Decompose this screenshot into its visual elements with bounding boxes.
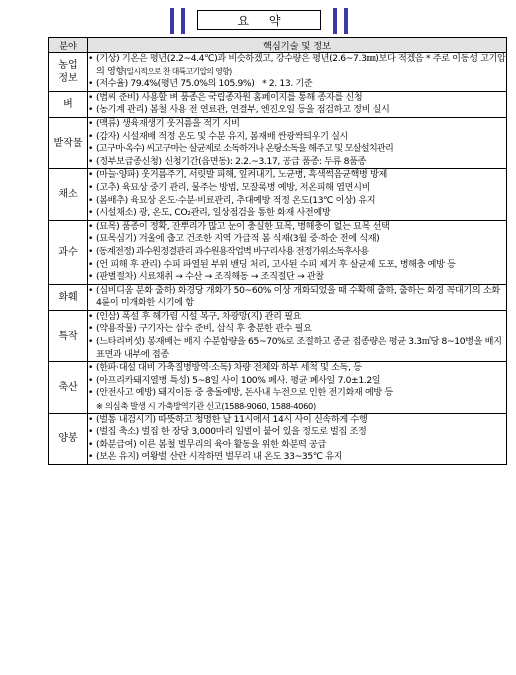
table-row bbox=[49, 310, 507, 361]
bullet-list bbox=[88, 311, 506, 361]
item-text: (정부보급종신청) 신청기간(읍면동): 2.2.~3.17, 공급 품종: 두류 8품종 bbox=[96, 156, 367, 167]
banner-bar-left-2 bbox=[181, 8, 185, 34]
table-row bbox=[49, 284, 507, 310]
list-item bbox=[88, 118, 506, 131]
list-item bbox=[88, 387, 506, 400]
list-item bbox=[88, 78, 506, 91]
item-text: (판별절차) 시료채취 → 수산 → 조직해동 → 조직절단 → 관찰 bbox=[96, 272, 324, 283]
banner-bar-left-1 bbox=[170, 8, 174, 34]
list-item bbox=[88, 233, 506, 246]
list-item bbox=[88, 182, 506, 195]
list-item bbox=[88, 221, 506, 234]
list-item bbox=[88, 323, 506, 336]
list-item bbox=[88, 53, 506, 78]
list-item bbox=[88, 285, 506, 310]
bullet-list bbox=[88, 221, 506, 284]
table-row bbox=[49, 53, 507, 92]
row-content bbox=[88, 91, 507, 117]
item-text: ※ 의심축 발생 시 가축방역기관 신고(1588-9060, 1588-4060) bbox=[96, 401, 316, 412]
item-text: (시설채소) 광, 온도, CO₂관리, 일상점검을 통한 화재 사전예방 bbox=[96, 208, 331, 219]
item-text: (느타리버섯) 봉재배는 배지 수분함량을 65~70%로 조절하고 종균 접종량은 평균 3.3㎡당 8~10병을 배지표면과 내부에 접종 bbox=[96, 337, 502, 360]
bullet-list bbox=[88, 414, 506, 464]
row-category: 과수 bbox=[49, 220, 88, 284]
row-category: 채소 bbox=[49, 169, 88, 220]
list-item bbox=[88, 92, 506, 105]
row-category: 벼 bbox=[49, 91, 88, 117]
list-item bbox=[88, 271, 506, 284]
table-row bbox=[49, 220, 507, 284]
item-text: (고구마·옥수) 씨고구마는 살균제로 소독하거나 온탕소독을 해주고 및 모살설치관리 bbox=[96, 144, 394, 155]
item-text: (벌집 축소) 벌집 한 장당 3,000마리 일벌이 붙어 있을 정도로 벌집 조정 bbox=[96, 427, 367, 438]
list-item bbox=[88, 439, 506, 452]
row-category: 양봉 bbox=[49, 413, 88, 464]
summary-table bbox=[48, 37, 507, 465]
header-category: 분야 bbox=[49, 38, 88, 53]
item-text: (심비디움 분화 출하) 화경당 개화가 50~60% 이상 개화되었을 때 수확해 출하, 출하는 화경 꼭대기의 소화 4륜이 미개화한 시기에 함 bbox=[96, 285, 503, 309]
list-item bbox=[88, 336, 506, 361]
bullet-list bbox=[88, 285, 506, 310]
item-text: (벌통 내검시기) 따뜻하고 청명한 날 11시에서 14시 사이 신속하게 수행 bbox=[96, 414, 368, 425]
item-text: (봄배추) 육묘상 온도·수분·비료관리, 추대예방 적정 온도(13℃ 이상) 유지 bbox=[96, 195, 376, 206]
list-item bbox=[88, 207, 506, 220]
list-item bbox=[88, 156, 506, 169]
table-body bbox=[49, 53, 507, 465]
row-category: 축산 bbox=[49, 362, 88, 413]
item-text: (동계전정) 과수원정결관리 과수원용작업벽 바구리사용 전정가위소독후사용 bbox=[96, 246, 369, 257]
bullet-list bbox=[88, 169, 506, 219]
page-title: 요 약 bbox=[197, 10, 321, 30]
item-text: (안전사고 예방) 돼지이동 중 충돌예방, 돈사내 누전으로 인한 전기화재 예방 등 bbox=[96, 388, 393, 399]
list-item bbox=[88, 131, 506, 144]
row-content bbox=[88, 117, 507, 168]
item-text: (볍씨 준비) 사용할 벼 품종은 국립종자원 홈페이지를 통해 종자를 신청 bbox=[96, 92, 363, 103]
item-text: (저수율) 79.4%(평년 75.0%의 105.9%) * 2. 13. 기준 bbox=[96, 79, 313, 90]
row-content bbox=[88, 310, 507, 361]
row-content bbox=[88, 169, 507, 220]
list-item bbox=[88, 375, 506, 388]
table-row bbox=[49, 117, 507, 168]
item-text: (고추) 육묘상 중기 관리, 물주는 방법, 모잘록병 예방, 저온피해 엽면시비 bbox=[96, 182, 371, 193]
summary-banner bbox=[0, 8, 516, 34]
banner-bar-right-1 bbox=[333, 8, 337, 34]
list-item bbox=[88, 414, 506, 427]
bullet-list bbox=[88, 53, 506, 91]
row-content bbox=[88, 362, 507, 413]
row-category: 농업 정보 bbox=[49, 53, 88, 92]
header-content: 핵심기술 및 정보 bbox=[88, 38, 507, 53]
item-text: (마늘·양파) 웃거름주기, 서릿발 피해, 잎켜내기, 노균병, 흑색썩음균핵병 방제 bbox=[96, 170, 387, 181]
item-text: (묘목) 품종이 정확, 잔뿌리가 많고 눈이 충실한 묘목, 병해충이 없는 묘목 선택 bbox=[96, 221, 390, 232]
list-item bbox=[88, 311, 506, 324]
item-text: (맥류) 생육재생기 웃거름을 적기 시비 bbox=[96, 118, 240, 129]
item-text: (농기계 관리) 봄철 사용 전 연료관, 연결부, 엔진오일 등을 점검하고 정비 실시 bbox=[96, 105, 390, 116]
table-row bbox=[49, 169, 507, 220]
item-text: (아프리카돼지열병 특성) 5~8일 사이 100% 폐사. 평균 폐사일 7.0±1.2일 bbox=[96, 375, 381, 386]
table-row bbox=[49, 91, 507, 117]
item-text: (기상) 기온은 평년(2.2~4.4℃)과 비슷하겠고, 강수량은 평년(2.6~7.3㎜)보다 적겠음 * 주로 이동성 고기압의 영향 bbox=[96, 54, 506, 77]
item-text: (언 피해 후 관리) 수피 파열된 부위 밴딩 처리, 고사된 수피 제거 후 살균제 도포, 병해충 예방 등 bbox=[96, 259, 456, 270]
list-item bbox=[88, 451, 506, 464]
note-item bbox=[88, 400, 506, 413]
row-content bbox=[88, 53, 507, 92]
list-item bbox=[88, 426, 506, 439]
item-text: (화분급여) 이른 봄철 벌무리의 육아 활동을 위한 화분떡 공급 bbox=[96, 439, 326, 450]
item-text: (보온 유지) 여왕벌 산란 시작하면 벌무리 내 온도 33~35℃ 유지 bbox=[96, 452, 343, 463]
list-item bbox=[88, 169, 506, 182]
list-item bbox=[88, 362, 506, 375]
banner-bar-right-2 bbox=[344, 8, 348, 34]
table-row bbox=[49, 362, 507, 413]
bullet-list bbox=[88, 362, 506, 412]
list-item bbox=[88, 143, 506, 156]
item-text: (약용작물) 구기자는 삽수 준비, 삽식 후 충분한 관수 필요 bbox=[96, 324, 312, 335]
row-content bbox=[88, 413, 507, 464]
row-content bbox=[88, 284, 507, 310]
item-text: (묘목심기) 겨울에 춥고 건조한 지역 가급적 봄 식재(3월 중·하순 전에 식재) bbox=[96, 234, 380, 245]
row-category: 특작 bbox=[49, 310, 88, 361]
bullet-list bbox=[88, 118, 506, 168]
list-item bbox=[88, 246, 506, 259]
item-text: (한파·대설 대비 가축질병방역·소독) 차량 전체와 하부 세척 및 소독, 등 bbox=[96, 363, 362, 374]
row-category: 밭작물 bbox=[49, 117, 88, 168]
list-item bbox=[88, 259, 506, 272]
item-small-note: (일시적으로 찬 대륙고기압의 영향) bbox=[123, 66, 232, 76]
row-content bbox=[88, 220, 507, 284]
list-item bbox=[88, 104, 506, 117]
bullet-list bbox=[88, 92, 506, 117]
item-text: (인삼) 폭설 후 해가림 시설 복구, 차광망(지) 관리 필요 bbox=[96, 311, 302, 322]
table-row bbox=[49, 413, 507, 464]
item-text: (감자) 시설재배 적정 온도 및 수분 유지, 봄재배 싼광싹틔우기 실시 bbox=[96, 131, 349, 142]
list-item bbox=[88, 195, 506, 208]
row-category: 화훼 bbox=[49, 284, 88, 310]
table-header-row bbox=[49, 38, 507, 53]
